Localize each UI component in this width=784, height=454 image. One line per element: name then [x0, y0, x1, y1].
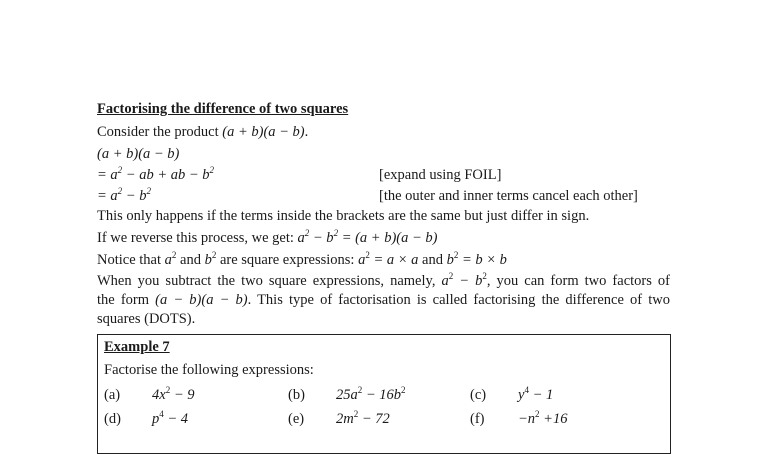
intro-end: .: [304, 124, 309, 140]
example-item-a: (a) $4x^2 - 9$: [104, 385, 195, 403]
working-line-1: (a + b)(a − b): [97, 146, 180, 162]
working-line-2: [97, 166, 697, 184]
subtract-line: When you subtract the two square expressions, namely, $a^2 - b^2$, you can form two factors of: [97, 271, 670, 289]
example-box: [97, 334, 671, 454]
working-line-3-expr: = $a^2 - b^2$: [97, 186, 151, 204]
working-line-2-expr: = $a^2$ − ab + ab − $b^2$: [97, 165, 215, 183]
working-line-2-note: [expand using FOIL]: [379, 167, 502, 183]
intro-product: (a + b)(a − b): [222, 124, 305, 140]
example-title: Example 7: [104, 339, 170, 355]
section-title: Factorising the difference of two squares: [97, 101, 349, 117]
working-line-3-note: [the outer and inner terms cancel each other]: [379, 188, 638, 204]
intro-text: Consider the product: [97, 124, 223, 140]
example-item-e: (e) $2m^2 - 72$: [288, 409, 390, 427]
form-line: the form (a − b)(a − b). This type of factorisation is called factorising the difference of two: [97, 292, 670, 308]
example-item-d: (d) $p^4 - 4$: [104, 409, 189, 427]
dots-line: squares (DOTS).: [97, 311, 196, 327]
intro-line: [97, 123, 308, 141]
notice-line: Notice that $a^2$ and $b^2$ are square expressions: $a^2 = a \times a$ and $b^2 = b \times b$: [97, 250, 507, 268]
only-happens-line: This only happens if the terms inside the brackets are the same but just differ in sign.: [97, 208, 590, 224]
working-line-3: [97, 187, 697, 205]
reverse-line: If we reverse this process, we get: $a^2 - b^2 = (a + b)(a - b)$: [97, 228, 438, 246]
reverse-identity: $a^2 - b^2 = (a + b)(a - b)$: [297, 228, 438, 246]
example-item-b: (b) $25a^2 - 16b^2$: [288, 385, 406, 403]
example-item-f: $(f) -n^2 +16$: [470, 409, 568, 427]
example-instruction: Factorise the following expressions:: [104, 362, 314, 378]
example-item-c: (c) $y^4 - 1$: [470, 385, 554, 403]
